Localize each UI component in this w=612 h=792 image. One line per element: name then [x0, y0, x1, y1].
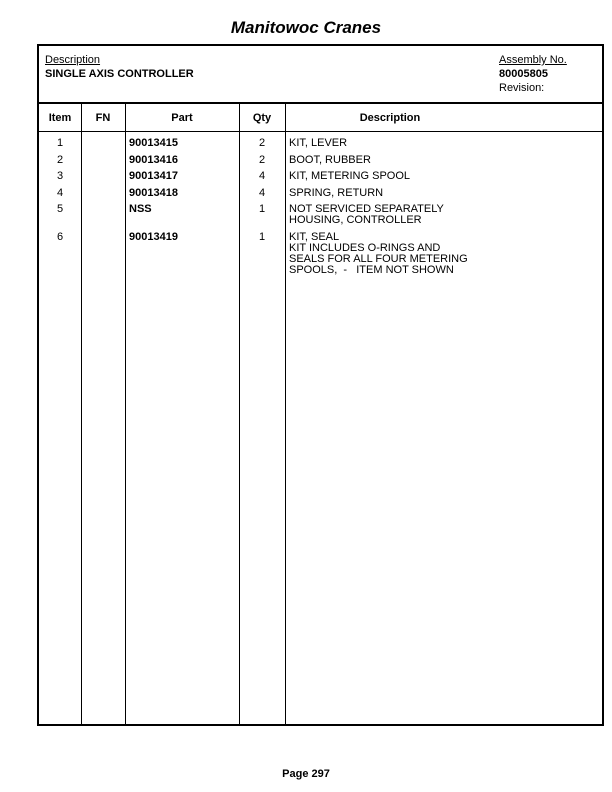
- col-item-header: Item: [48, 112, 72, 124]
- description-cell: [289, 138, 347, 149]
- quantity: 4: [258, 170, 266, 182]
- part-number: 90013416: [129, 153, 178, 166]
- part-number: 90013417: [129, 170, 178, 182]
- item-number: 5: [56, 203, 64, 215]
- description-cell: [289, 204, 444, 226]
- item-number: 4: [56, 186, 64, 199]
- quantity: 2: [258, 153, 266, 166]
- description-line: KIT INCLUDES O-RINGS AND: [289, 241, 441, 254]
- quantity: 1: [258, 230, 266, 243]
- table-row: [39, 204, 602, 232]
- col-fn-header: FN: [95, 112, 111, 124]
- quantity: 2: [258, 137, 266, 149]
- assembly-header: [39, 46, 602, 104]
- document-title: Manitowoc Cranes: [230, 18, 382, 37]
- col-qty-header: Qty: [252, 112, 272, 124]
- part-number: 90013419: [129, 230, 178, 243]
- col-part-header: Part: [171, 112, 193, 124]
- assembly-value: 80005805: [499, 68, 548, 80]
- description-line: HOUSING, CONTROLLER: [289, 214, 422, 226]
- description-line: KIT, METERING SPOOL: [289, 170, 411, 182]
- description-cell: [289, 188, 383, 199]
- table-row: [39, 138, 602, 155]
- table-row: [39, 171, 602, 188]
- table-row: [39, 188, 602, 205]
- description-line: KIT, SEAL: [289, 230, 340, 243]
- description-cell: [289, 171, 410, 182]
- parts-table-body: [39, 138, 602, 281]
- quantity: 1: [258, 203, 266, 215]
- description-line: SEALS FOR ALL FOUR METERING: [289, 252, 468, 265]
- part-number: 90013418: [129, 186, 178, 199]
- description-line: KIT, LEVER: [289, 137, 348, 149]
- description-cell: [289, 155, 371, 166]
- part-number: NSS: [129, 203, 152, 215]
- page-number: Page 297: [282, 768, 330, 780]
- description-label: Description: [45, 54, 101, 66]
- col-description-header: Description: [359, 112, 421, 124]
- column-headers: [39, 104, 602, 132]
- item-number: 6: [56, 230, 64, 243]
- description-line: SPOOLS, - ITEM NOT SHOWN: [289, 263, 454, 276]
- description-line: NOT SERVICED SEPARATELY: [289, 203, 444, 215]
- item-number: 3: [56, 170, 64, 182]
- table-row: [39, 232, 602, 282]
- revision-label: Revision:: [499, 82, 545, 94]
- item-number: 1: [56, 137, 64, 149]
- description-line: SPRING, RETURN: [289, 186, 384, 199]
- description-cell: [289, 232, 468, 276]
- parts-list-frame: [37, 44, 604, 726]
- item-number: 2: [56, 153, 64, 166]
- description-value: SINGLE AXIS CONTROLLER: [45, 68, 194, 80]
- table-row: [39, 155, 602, 172]
- quantity: 4: [258, 186, 266, 199]
- part-number: 90013415: [129, 137, 178, 149]
- description-line: BOOT, RUBBER: [289, 153, 371, 166]
- assembly-label: Assembly No.: [499, 54, 567, 66]
